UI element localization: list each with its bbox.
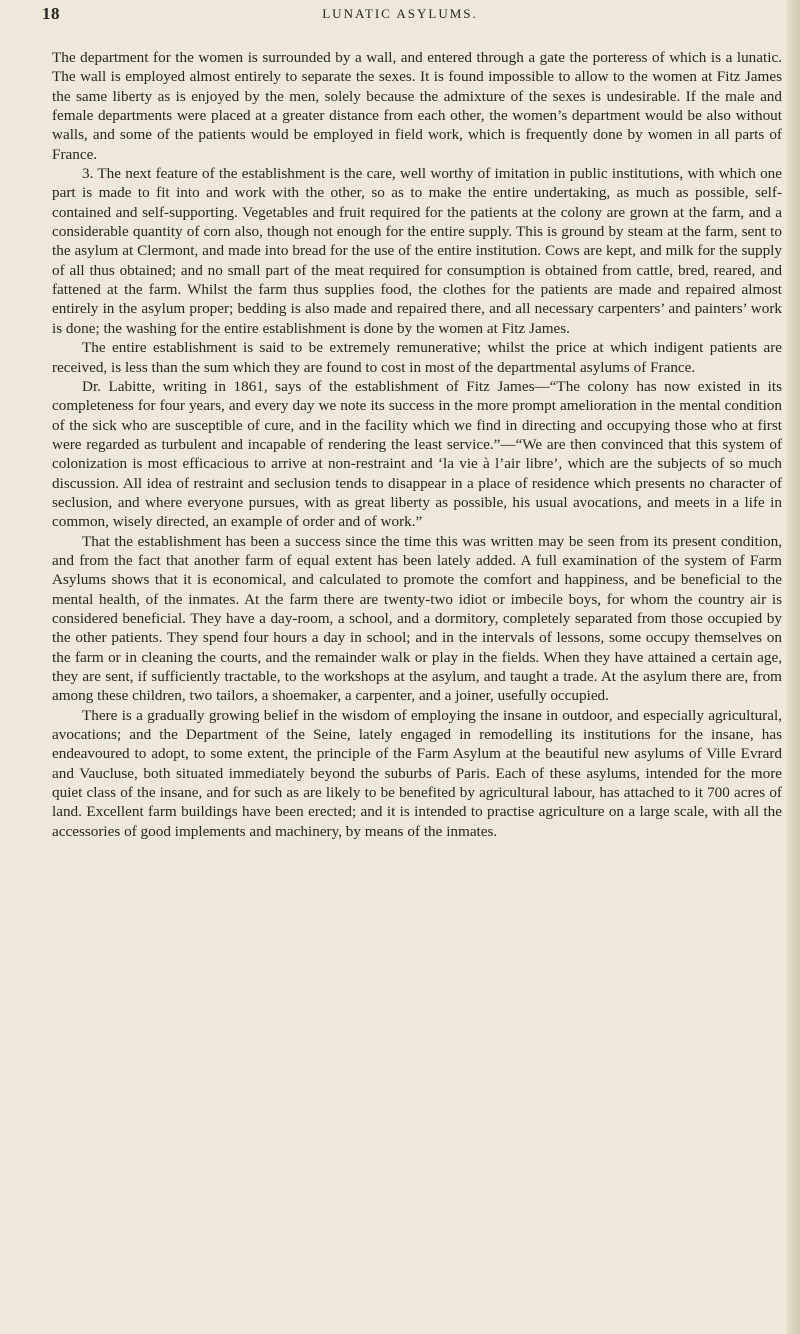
paragraph-seine-department: There is a gradually growing belief in the wisdom of employing the insane in outdoor, and especially agricultural, avocations; and the Department of the Seine, lately engaged in remodelling its institutions for the insane, has endeavoured to adopt, to some extent, the principle of the Farm Asylum at the beautiful new asylums of Ville Evrard and Vaucluse, both situated immediately beyond the suburbs of Paris. Each of these asylums, intended for the more quiet class of the insane, and for such as are likely to be benefited by agricultural labour, has attached to it 700 acres of land. Excellent farm buildings have been erected; and it is intended to practise agriculture on a large scale, with all the accessories of good implements and machinery, by means of the inmates. [52,706,782,840]
paragraph-self-supporting: 3. The next feature of the establishment is the care, well worthy of imitation in public institutions, with which one part is made to fit into and work with the other, so as to make the entire undertaking, as much as possible, self-contained and self-supporting. Vegetables and fruit required for the patients at the colony are grown at the farm, and a considerable quantity of corn also, though not enough for the entire supply. This is ground by steam at the farm, sent to the asylum at Clermont, and made into bread for the use of the entire institution. Cows are kept, and milk for the supply of all thus obtained; and no small part of the meat required for consumption is obtained from cattle, bred, reared, and fattened at the farm. Whilst the farm thus supplies food, the clothes for the patients are made and repaired almost entirely in the asylum proper; bedding is also made and repaired there, and all necessary carpenters’ and painters’ work is done; the washing for the entire establishment is done by the women at Fitz James. [52,165,782,337]
running-title: LUNATIC ASYLUMS. [322,6,478,21]
body-text [52,48,782,841]
page-edge-shadow [786,0,800,1334]
page-number: 18 [42,4,60,23]
paragraph-women-department: The department for the women is surrounded by a wall, and entered through a gate the porteress of which is a lunatic. The wall is employed almost entirely to separate the sexes. It is found impossible to allow to the women at Fitz James the same liberty as is enjoyed by the men, solely because the admixture of the sexes is undesirable. If the male and female departments were placed at a greater distance from each other, the women’s department would be also without walls, and some of the patients would be employed in field work, which is frequently done by women in all parts of France. [52,49,782,163]
paragraph-labitte-quote: Dr. Labitte, writing in 1861, says of the establishment of Fitz James—“The colony has now existed in its completeness for four years, and every day we note its success in the more prompt amelioration in the mental condition of the sick who are susceptible of cure, and in the facility which we find in directing and occupying those who at first were regarded as turbulent and incapable of rendering the least service.”—“We are then convinced that this system of colonization is most efficacious to arrive at non-restraint and ‘la vie à l’air libre’, which are the subjects of so much discussion. All idea of restraint and seclusion tends to disappear in a place of residence which presents no character of seclusion, and where everyone pursues, with as great liberty as possible, his usual avocations, and meets in a life in common, wisely directed, an example of order and of work.” [52,377,782,531]
paragraph-remunerative: The entire establishment is said to be extremely remunerative; whilst the price at which indigent patients are received, is less than the sum which they are found to cost in most of the departmental asylums of France. [52,339,782,376]
paragraph-success: That the establishment has been a success since the time this was written may be seen from its present condition, and from the fact that another farm of equal extent has been lately added. A full examination of the system of Farm Asylums shows that it is economical, and calculated to promote the comfort and happiness, and be beneficial to the mental health, of the inmates. At the farm there are twenty-two idiot or imbecile boys, for whom the country air is considered beneficial. They have a day-room, a school, and a dormitory, completely separated from those occupied by the other patients. They spend four hours a day in school; and in the intervals of lessons, some occupy themselves on the farm or in cleaning the courts, and the remainder walk or play in the fields. When they have attained a certain age, they are sent, if sufficiently tractable, to the workshops at the asylum, and taught a trade. At the asylum there are, from among these children, two tailors, a shoemaker, a carpenter, and a joiner, usefully occupied. [52,532,782,705]
